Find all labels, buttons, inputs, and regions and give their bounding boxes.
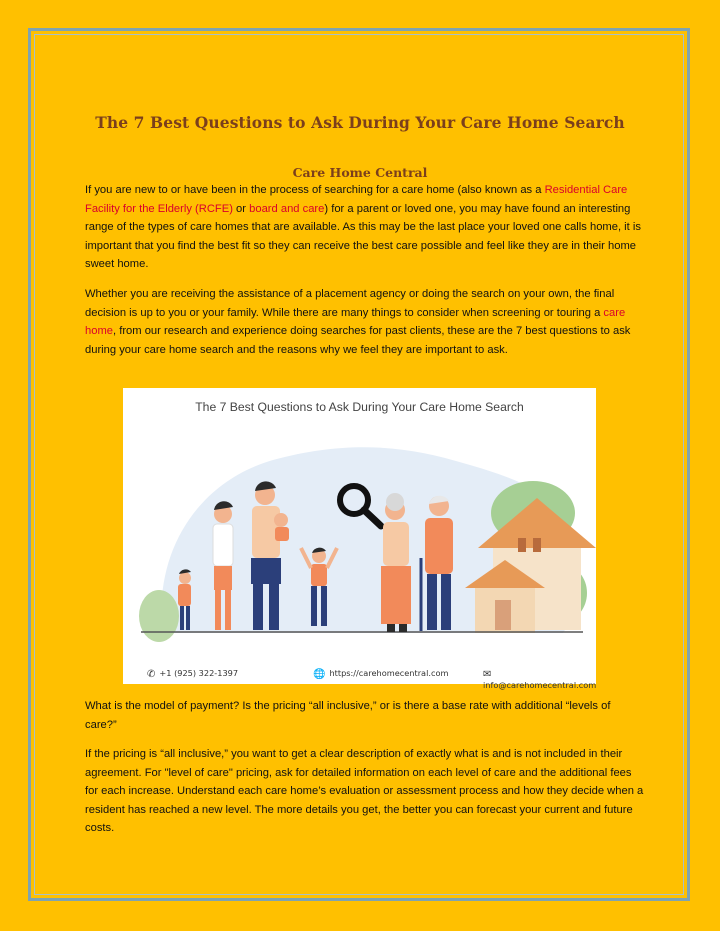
phone-icon: ✆ bbox=[147, 669, 156, 680]
family-illustration bbox=[123, 388, 596, 684]
contact-email bbox=[483, 668, 596, 690]
infographic-image bbox=[123, 388, 597, 690]
mail-icon: ✉ bbox=[483, 669, 492, 680]
care-home-link[interactable]: care home bbox=[85, 306, 626, 337]
document-subtitle: Care Home Central bbox=[292, 165, 428, 180]
document-title: The 7 Best Questions to Ask During Your Care Home Search bbox=[95, 113, 625, 132]
second-paragraph bbox=[85, 285, 645, 359]
intro-paragraph bbox=[85, 181, 645, 274]
contact-website bbox=[313, 668, 448, 680]
payment-question: What is the model of payment? Is the pricing “all inclusive,” or is there a base rate with additional “levels of care?” bbox=[85, 700, 611, 731]
payment-answer: If the pricing is “all inclusive,” you want to get a clear description of exactly what is and is not included in their agreement. For "level of care" pricing, ask for detailed information on each level of care and the additional fees for each increase. Understand each care home’s evaluation or assessment process and how they decide when a resident has reached a new level. The more details you get, the better you can forecast your current and future costs. bbox=[85, 748, 644, 834]
text-run: Whether you are receiving the assistance of a placement agency or doing the search on your own, the final decision is up to you or your family. While there are many things to consider when screening or touring a bbox=[85, 288, 615, 319]
email-text: info@carehomecentral.com bbox=[483, 680, 597, 690]
text-run: or bbox=[232, 202, 250, 215]
text-run: , from our research and experience doing searches for past clients, these are the 7 best questions to ask during your care home search and the reasons why we feel they are important to ask. bbox=[85, 325, 631, 356]
contact-phone bbox=[147, 668, 238, 680]
text-run: If you are new to or have been in the process of searching for a care home (also known as a bbox=[85, 184, 545, 196]
rcfe-link[interactable]: Residential Care Facility for the Elderly (RCFE) bbox=[85, 184, 628, 215]
board-and-care-link[interactable]: board and care bbox=[249, 202, 325, 215]
text-run: ) for a parent or loved one, you may have found an interesting range of the types of care homes that are available. As this may be the last place your loved one calls home, it is important that you find the best fit so they can receive the best care possible and feel like they are in their home sweet home. bbox=[85, 202, 641, 270]
website-text: https://carehomecentral.com bbox=[329, 668, 449, 678]
infographic-title: The 7 Best Questions to Ask During Your Care Home Search bbox=[195, 400, 524, 414]
phone-text: +1 (925) 322-1397 bbox=[159, 668, 239, 678]
globe-icon: 🌐 bbox=[313, 669, 326, 680]
